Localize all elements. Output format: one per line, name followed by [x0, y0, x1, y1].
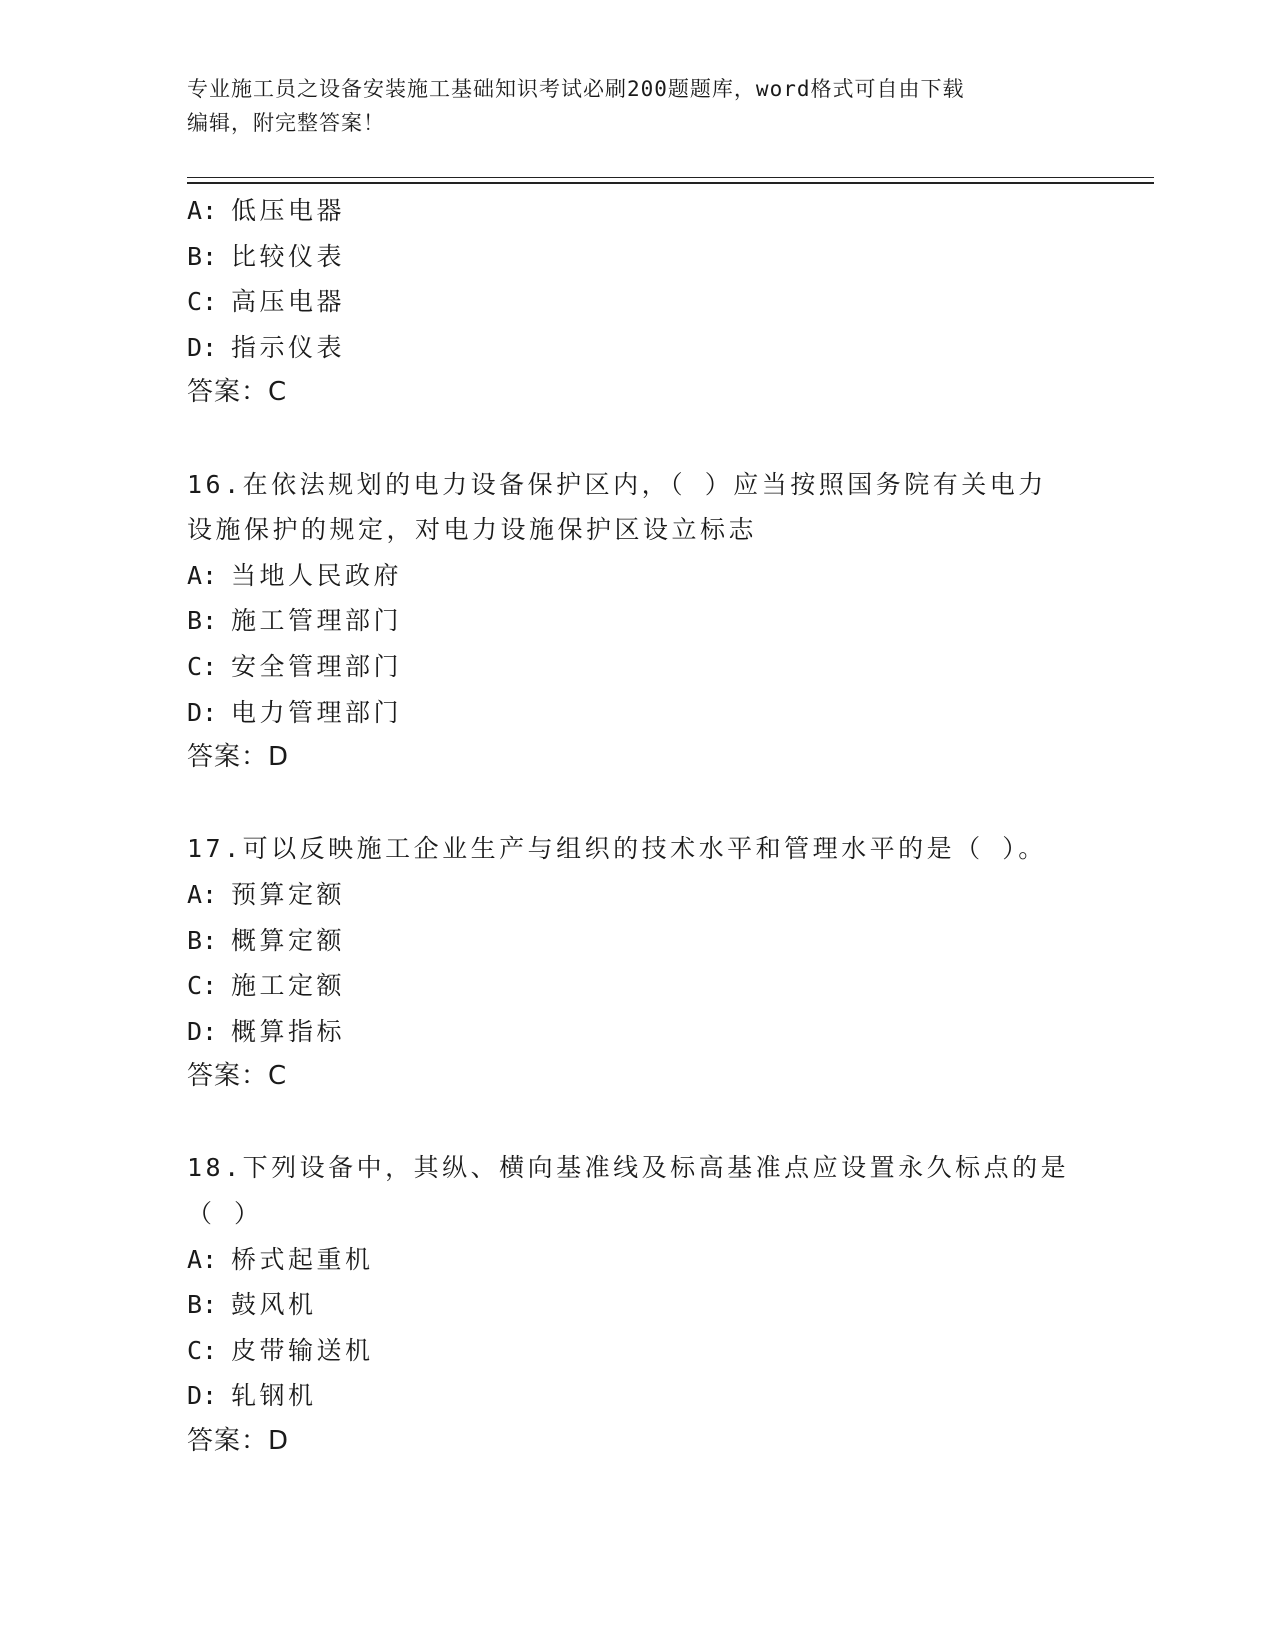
- option-b: [187, 918, 1087, 964]
- option-d: [187, 325, 1087, 371]
- option-text: 轧钢机: [231, 1381, 317, 1411]
- option-b: [187, 234, 1087, 280]
- question-stem-line-1: 17.可以反映施工企业生产与组织的技术水平和管理水平的是（ ）。: [187, 834, 1047, 864]
- option-label: A:: [187, 560, 218, 590]
- option-text: 比较仪表: [231, 241, 346, 271]
- question-15-continued: [187, 188, 1087, 416]
- option-text: 概算指标: [231, 1016, 346, 1046]
- option-text: 预算定额: [231, 879, 346, 909]
- option-label: C:: [187, 971, 218, 1001]
- option-label: B:: [187, 925, 218, 955]
- option-text: 施工管理部门: [231, 606, 403, 636]
- option-label: A:: [187, 879, 218, 909]
- question-17: [187, 826, 1087, 1100]
- answer-line: 答案：D: [187, 1426, 290, 1457]
- option-label: D:: [187, 697, 218, 727]
- option-label: D:: [187, 1016, 218, 1046]
- option-c: [187, 279, 1087, 325]
- answer-line: 答案：C: [187, 377, 288, 408]
- question-18: [187, 1145, 1087, 1464]
- option-d: [187, 690, 1087, 736]
- option-a: [187, 872, 1087, 918]
- option-c: [187, 963, 1087, 1009]
- option-label: C:: [187, 1335, 218, 1365]
- option-text: 施工定额: [231, 971, 346, 1001]
- option-label: C:: [187, 651, 218, 681]
- question-list: [187, 188, 1087, 1465]
- answer-line: 答案：C: [187, 1061, 288, 1092]
- option-text: 高压电器: [231, 287, 346, 317]
- answer-line: 答案：D: [187, 742, 290, 773]
- question-stem-line-2: （ ）: [187, 1199, 263, 1229]
- option-text: 电力管理部门: [231, 697, 403, 727]
- question-stem-line-2: 设施保护的规定，对电力设施保护区设立标志: [187, 515, 758, 545]
- option-label: A:: [187, 196, 218, 225]
- option-text: 指示仪表: [231, 332, 346, 362]
- option-text: 当地人民政府: [231, 560, 403, 590]
- option-a: [187, 188, 1087, 234]
- option-label: A:: [187, 1244, 218, 1274]
- option-label: D:: [187, 1381, 218, 1411]
- option-text: 皮带输送机: [231, 1335, 374, 1365]
- header-title-line-2: 编辑，附完整答案！: [187, 111, 385, 135]
- option-a: [187, 553, 1087, 599]
- header-divider-thick: [187, 182, 1154, 184]
- option-c: [187, 644, 1087, 690]
- option-text: 桥式起重机: [231, 1244, 374, 1274]
- option-c: [187, 1328, 1087, 1374]
- header-title-line-1: 专业施工员之设备安装施工基础知识考试必刷200题题库，word格式可自由下载: [187, 77, 965, 101]
- option-label: D:: [187, 332, 218, 362]
- option-a: [187, 1237, 1087, 1283]
- question-stem-line-1: 18.下列设备中，其纵、横向基准线及标高基准点应设置永久标点的是: [187, 1153, 1070, 1183]
- option-text: 低压电器: [231, 196, 346, 225]
- document-header: [187, 72, 1087, 140]
- option-text: 安全管理部门: [231, 651, 403, 681]
- option-label: B:: [187, 606, 218, 636]
- option-label: B:: [187, 1290, 218, 1320]
- option-b: [187, 1282, 1087, 1328]
- option-label: C:: [187, 287, 218, 317]
- option-text: 概算定额: [231, 925, 346, 955]
- option-b: [187, 598, 1087, 644]
- header-divider-thin: [187, 177, 1154, 178]
- option-d: [187, 1009, 1087, 1055]
- option-text: 鼓风机: [231, 1290, 317, 1320]
- question-stem-line-1: 16.在依法规划的电力设备保护区内，（ ）应当按照国务院有关电力: [187, 469, 1047, 499]
- option-d: [187, 1373, 1087, 1419]
- option-label: B:: [187, 241, 218, 271]
- question-16: [187, 462, 1087, 781]
